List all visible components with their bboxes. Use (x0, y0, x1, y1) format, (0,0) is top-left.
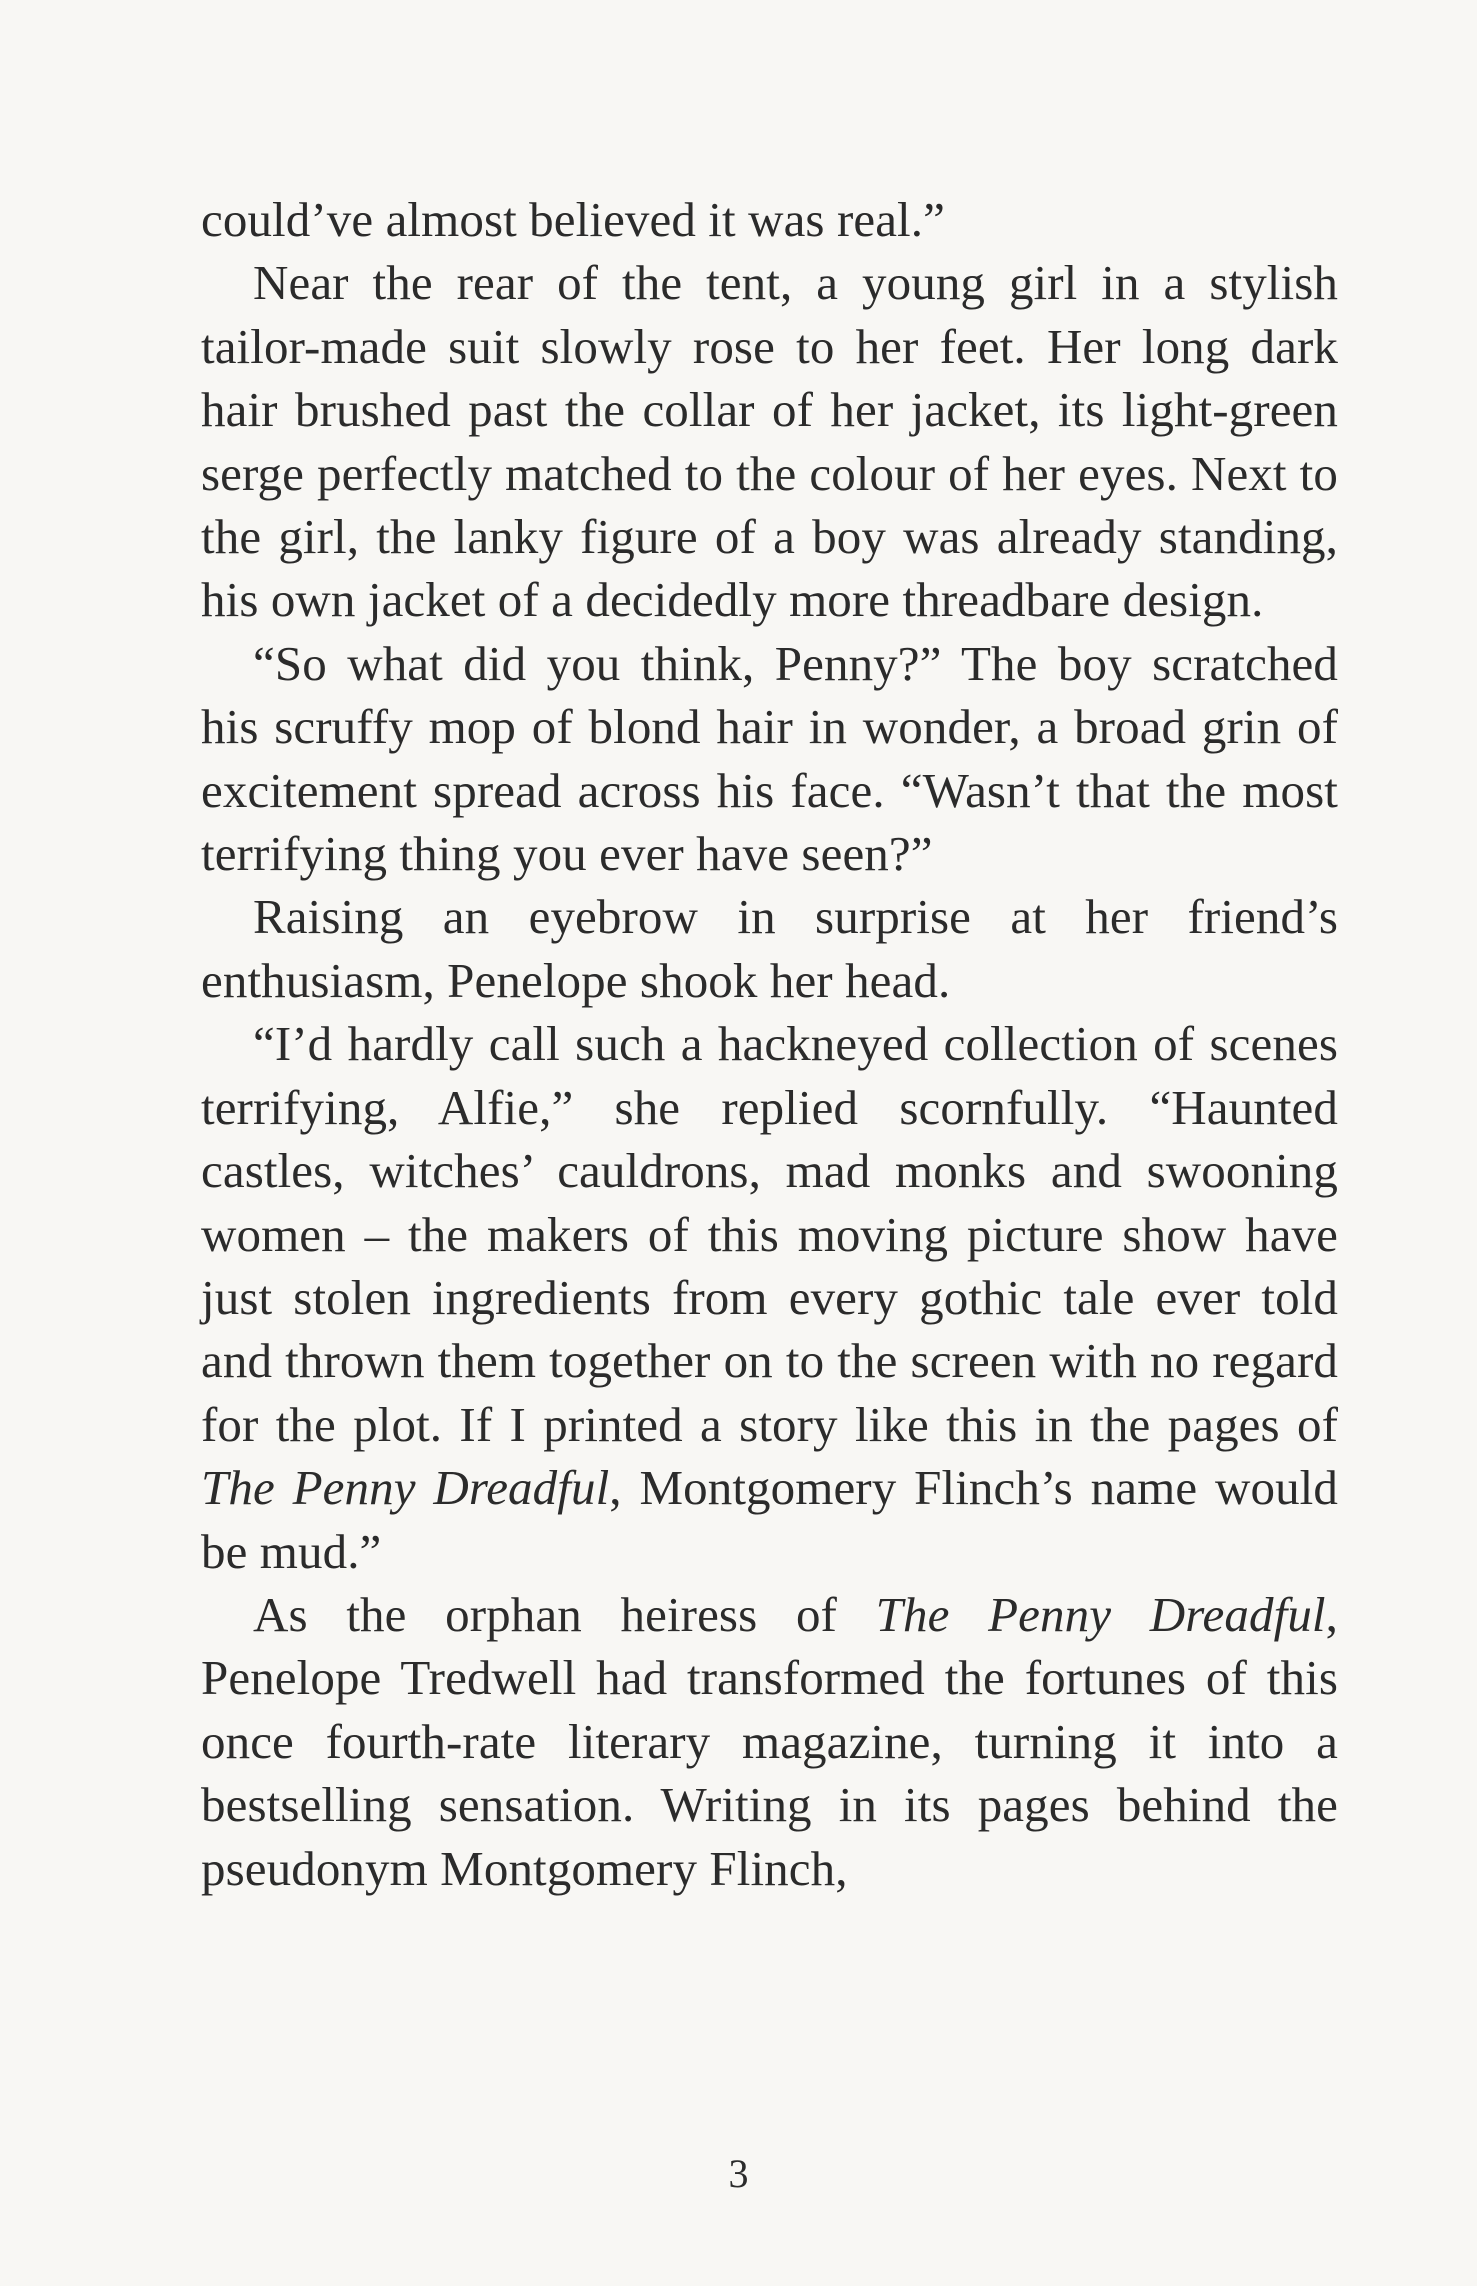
paragraph-6 (201, 1583, 1338, 1900)
paragraph-5-text-before: “I’d hardly call such a hackneyed collection of scenes terrifying, Alfie,” she replied scornfully. “Haunted castles, witches’ cauldrons, mad monks and swooning women – the makers of this moving picture show have just stolen ingredients from every gothic tale ever told and thrown them together on to the screen with no regard for the plot. If I printed a story like this in the pages of (201, 1016, 1338, 1452)
paragraph-2: Near the rear of the tent, a young girl in a stylish tailor-made suit slowly rose to her feet. Her long dark hair brushed past the collar of her jacket, its light-green serge perfectly matched to the colour of her eyes. Next to the girl, the lanky figure of a boy was already standing, his own jacket of a decidedly more threadbare design. (201, 255, 1338, 628)
paragraph-3: “So what did you think, Penny?” The boy scratched his scruffy mop of blond hair in wonder, a broad grin of excitement spread across his face. “Wasn’t that the most terrifying thing you ever have seen?” (201, 635, 1338, 882)
paragraph-6-text-before: As the orphan heiress of (253, 1586, 876, 1642)
paragraph-6-magazine-title: The Penny Dreadful (875, 1586, 1326, 1642)
paragraph-1: could’ve almost believed it was real.” (201, 192, 945, 247)
paragraph-4: Raising an eyebrow in surprise at her friend’s enthusiasm, Penelope shook her head. (201, 889, 1338, 1008)
paragraph-5-text-after: , Montgomery Flinch’s name would be mud.” (201, 1460, 1338, 1579)
paragraph-5 (201, 1012, 1338, 1583)
paragraph-6-text-after: , Penelope Tredwell had transformed the fortunes of this once fourth-rate literary magazine, turning it into a bestselling sensation. Writing in its pages behind the pseudonym Montgomery Flinch, (201, 1586, 1338, 1896)
body-text (201, 188, 1338, 1900)
paragraph-5-magazine-title: The Penny Dreadful (201, 1460, 610, 1516)
page-number: 3 (728, 2151, 749, 2196)
